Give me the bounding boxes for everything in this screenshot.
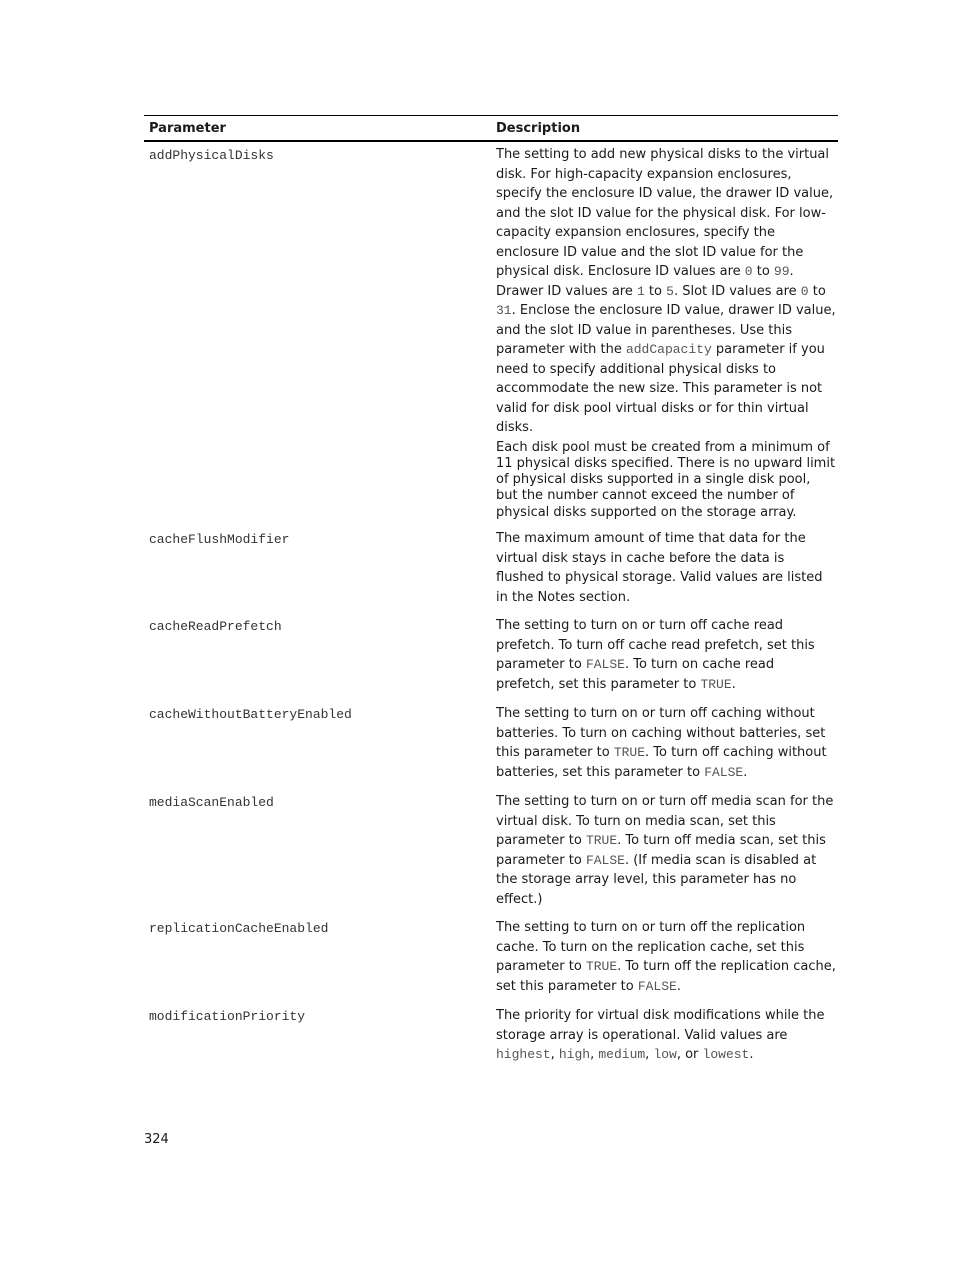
parameter-description xyxy=(491,1003,838,1073)
table-row xyxy=(144,915,838,1003)
header-description: Description xyxy=(496,120,581,136)
text-fragment: . To turn off caching without batteries, set this parameter to xyxy=(496,745,827,780)
text-fragment: . Enclose the enclosure ID value, drawer ID value, and the slot ID value in parentheses. Use this parameter with the xyxy=(496,303,836,357)
code-value: FALSE xyxy=(585,852,625,868)
code-value: highest xyxy=(496,1047,551,1062)
description-text xyxy=(496,918,836,996)
header-parameter: Parameter xyxy=(149,120,226,136)
text-fragment: . xyxy=(731,676,736,692)
code-value: lowest xyxy=(702,1047,750,1062)
description-text xyxy=(496,529,836,607)
text-fragment: . To turn off media scan, set this parameter to xyxy=(496,833,826,868)
parameter-description xyxy=(491,789,838,915)
parameter-description xyxy=(491,526,838,613)
code-value: FALSE xyxy=(637,978,677,994)
code-value: medium xyxy=(598,1047,646,1062)
page-number: 324 xyxy=(144,1132,169,1147)
parameter-name: cacheFlushModifier xyxy=(149,532,290,547)
parameter-name: addPhysicalDisks xyxy=(149,148,274,163)
text-fragment: The setting to turn on or turn off cache read prefetch. To turn off cache read prefetch, set this parameter to xyxy=(496,618,815,672)
code-value: 0 xyxy=(800,283,809,299)
table-row xyxy=(144,526,838,613)
text-fragment: , xyxy=(550,1047,559,1062)
code-value: 0 xyxy=(744,264,753,279)
table-header xyxy=(144,116,838,142)
parameter-name: cacheReadPrefetch xyxy=(149,619,282,634)
table-row xyxy=(144,142,838,526)
code-value: low xyxy=(653,1047,677,1062)
table-row xyxy=(144,789,838,915)
text-fragment: , xyxy=(645,1047,654,1062)
table-row xyxy=(144,613,838,701)
text-fragment: . xyxy=(676,978,681,994)
code-value: TRUE xyxy=(700,676,732,692)
text-fragment: . xyxy=(743,764,748,780)
code-value: high xyxy=(558,1047,591,1062)
table-row xyxy=(144,1003,838,1073)
text-fragment: . (If media scan is disabled at the storage array level, this parameter has no effect.) xyxy=(496,852,817,907)
description-text xyxy=(496,616,836,694)
code-value: TRUE xyxy=(585,833,618,848)
text-fragment: The setting to add new physical disks to the virtual disk. For high-capacity expansion enclosures, specify the enclosure ID value, the drawer ID value, and the slot ID value for the physical disk. For low-capacity expansion enclosures, specify the enclosure ID value and the slot ID value for the physical disk. Enclosure ID values are xyxy=(496,147,834,279)
parameter-description xyxy=(491,142,838,526)
parameter-name: cacheWithoutBatteryEnabled xyxy=(149,707,352,722)
text-fragment: The priority for virtual disk modifications while the storage array is operational. Valid values are xyxy=(496,1008,825,1043)
text-fragment: The setting to turn on or turn off media scan for the virtual disk. To turn on media scan, set this parameter to xyxy=(496,794,834,848)
parameter-table xyxy=(144,115,838,1073)
code-value: FALSE xyxy=(704,764,744,780)
text-fragment: , or xyxy=(676,1047,703,1062)
parameter-name: replicationCacheEnabled xyxy=(149,921,329,936)
description-text xyxy=(496,145,836,438)
parameter-description xyxy=(491,915,838,1003)
text-fragment: . Drawer ID values are xyxy=(496,264,794,299)
description-text xyxy=(496,704,836,782)
text-fragment: parameter if you need to specify additional physical disks to accommodate the new size. This parameter is not valid for disk pool virtual disks or for thin virtual disks. xyxy=(496,342,825,435)
code-value: addCapacity xyxy=(625,342,712,357)
code-value: 1 xyxy=(636,283,645,299)
text-fragment: . To turn off the replication cache, set this parameter to xyxy=(496,959,836,994)
parameter-name: mediaScanEnabled xyxy=(149,795,274,810)
code-value: 31 xyxy=(496,303,512,318)
text-fragment: . xyxy=(749,1047,754,1062)
text-fragment: . Slot ID values are xyxy=(673,283,801,299)
table-row xyxy=(144,701,838,789)
text-fragment: The setting to turn on or turn off caching without batteries. To turn on caching without batteries, set this parameter to xyxy=(496,706,826,760)
code-value: TRUE xyxy=(585,959,618,974)
description-note: Each disk pool must be created from a minimum of 11 physical disks specified. There is no upward limit of physical disks supported in a single disk pool, but the number cannot exceed the number of physical disks supported on the storage array. xyxy=(496,439,836,520)
text-fragment: to xyxy=(644,283,667,299)
description-text xyxy=(496,1006,836,1065)
text-fragment: to xyxy=(808,283,826,299)
parameter-description xyxy=(491,613,838,701)
code-value: TRUE xyxy=(613,745,646,760)
text-fragment: The setting to turn on or turn off the replication cache. To turn on the replication cache, set this parameter to xyxy=(496,920,806,974)
parameter-name: modificationPriority xyxy=(149,1009,306,1024)
text-fragment: . To turn on cache read prefetch, set this parameter to xyxy=(496,657,775,692)
code-value: 5 xyxy=(666,283,674,299)
text-fragment: , xyxy=(590,1047,599,1062)
code-value: FALSE xyxy=(585,657,625,672)
parameter-description xyxy=(491,701,838,789)
text-fragment: to xyxy=(752,264,774,279)
code-value: 99 xyxy=(773,264,790,279)
text-fragment: The maximum amount of time that data for the virtual disk stays in cache before the data is flushed to physical storage. Valid values are listed in the Notes section. xyxy=(496,531,823,605)
description-text xyxy=(496,792,836,909)
